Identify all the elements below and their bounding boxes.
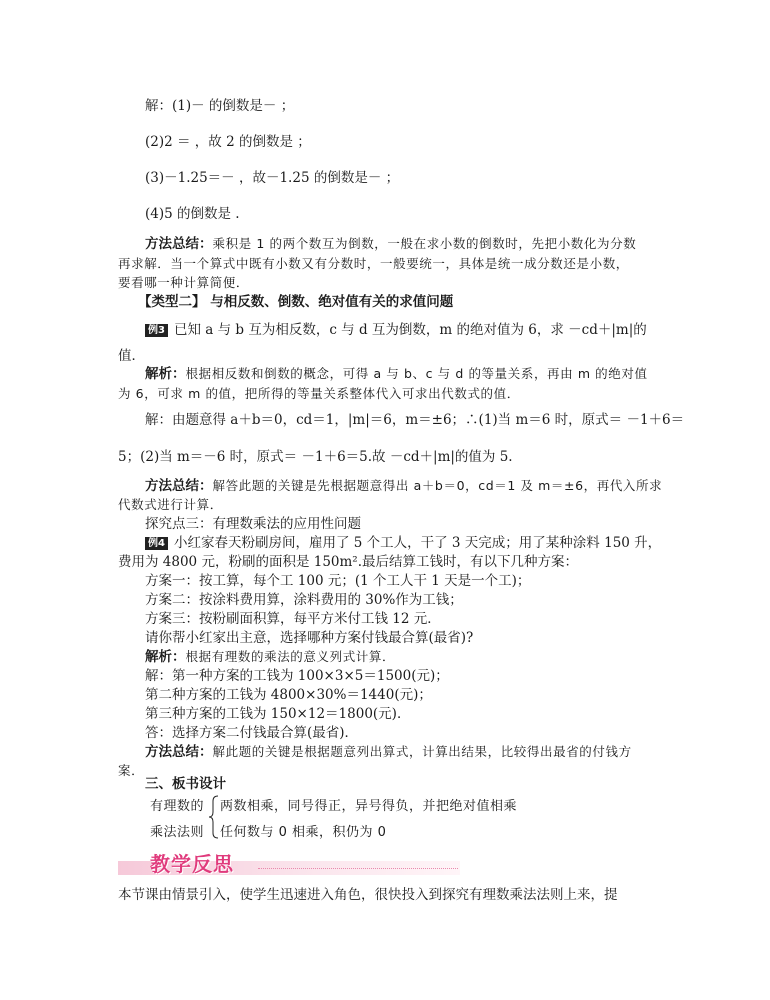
solution-3-line1: 解：由题意得 a＋b＝0，cd＝1，|m|＝6，m＝±6；∴(1)当 m＝6 时，原式＝ －1＋6＝ — [145, 412, 685, 428]
plan-three: 方案三：按粉刷面积算，每平方米付工钱 12 元． — [145, 611, 441, 627]
board-left-line1: 有理数的 — [150, 799, 205, 814]
solution-4-line3: 第三种方案的工钱为 150×12＝1800(元)． — [145, 706, 411, 722]
reflection-title: 教学反思 — [150, 852, 234, 876]
method-summary-1-line3: 要看哪一种计算简便． — [118, 275, 250, 290]
method-summary-2-line2: 代数式进行计算． — [118, 497, 223, 512]
example-4-text: 小红家春天粉刷房间，雇用了 5 个工人，干了 3 天完成；用了某种涂料 150 升， — [173, 535, 662, 551]
solution-line-1: 解：(1)－ 的倒数是－ ； — [145, 98, 295, 114]
analysis-3-text: 根据相反数和倒数的概念，可得 a 与 b、c 与 d 的等量关系，再由 m 的绝对值 — [185, 366, 648, 381]
method-summary-label: 方法总结： — [145, 236, 213, 252]
board-rule-1: 两数相乘，同号得正，异号得负，并把绝对值相乘 — [220, 799, 518, 814]
analysis-3-line2: 为 6，可求 m 的值，把所得的等量关系整体代入可求出代数式的值． — [118, 386, 520, 401]
method-summary-3-line2: 案． — [118, 763, 145, 778]
solution-line-2: (2)2 ＝ ，故 2 的倒数是 ； — [145, 134, 311, 150]
example-3-line2: 值． — [118, 348, 145, 364]
solution-4-answer: 答：选择方案二付钱最合算(最省)． — [145, 725, 359, 741]
example-4-line2: 费用为 4800 元，粉刷的面积是 150m².最后结算工钱时，有以下几种方案： — [118, 554, 579, 570]
solution-line-3: (3)－1.25＝－ ，故－1.25 的倒数是－ ； — [145, 170, 400, 186]
analysis-3 — [145, 364, 652, 384]
method-summary-text: 解答此题的关键是先根据题意得出 a＋b＝0，cd＝1 及 m＝±6，再代入所求 — [212, 478, 663, 493]
plan-two: 方案二：按涂料费用算，涂料费用的 30%作为工钱； — [145, 592, 463, 608]
question: 请你帮小红家出主意，选择哪种方案付钱最合算(最省)? — [145, 630, 474, 646]
method-summary-1 — [145, 234, 652, 254]
plan-one: 方案一：按工算，每个工 100 元；(1 个工人干 1 天是一个工)； — [145, 573, 531, 589]
example-3-tag: 例3 — [145, 324, 168, 337]
solution-line-4: (4)5 的倒数是 . — [145, 206, 240, 222]
board-left-line2: 乘法法则 — [150, 825, 205, 840]
method-summary-label: 方法总结： — [145, 744, 213, 760]
method-summary-text: 解此题的关键是根据题意列出算式，计算出结果，比较得出最省的付钱方 — [212, 744, 632, 759]
example-3 — [145, 320, 652, 340]
analysis-label: 解析： — [145, 366, 186, 382]
analysis-label: 解析： — [145, 649, 186, 665]
solution-4-line1: 解：第一种方案的工钱为 100×3×5＝1500(元)； — [145, 668, 449, 684]
example-3-text: 已知 a 与 b 互为相反数，c 与 d 互为倒数，m 的绝对值为 6，求 －cd＋|m|的 — [173, 322, 647, 338]
method-summary-2 — [145, 476, 663, 496]
method-summary-text: 乘积是 1 的两个数互为倒数，一般在求小数的倒数时，先把小数化为分数 — [212, 236, 637, 251]
brace-icon — [208, 795, 220, 839]
method-summary-1-line2: 再求解．当一个算式中既有小数又有分数时，一般要统一，具体是统一成分数还是小数， — [118, 256, 629, 271]
exploration-point-3: 探究点三：有理数乘法的应用性问题 — [145, 516, 361, 532]
solution-4-line2: 第二种方案的工钱为 4800×30%＝1440(元)； — [145, 687, 432, 703]
reflection-text: 本节课由情景引入，使学生迅速进入角色，很快投入到探究有理数乘法法则上来，提 — [118, 887, 618, 903]
analysis-4-text: 根据有理数的乘法的意义列式计算． — [185, 649, 396, 664]
section-board-design: 三、板书设计 — [145, 776, 226, 792]
example-4-tag: 例4 — [145, 537, 168, 550]
type-two-heading: 【类型二】 与相反数、倒数、绝对值有关的求值问题 — [138, 294, 454, 310]
reflection-divider — [258, 868, 458, 869]
solution-3-line2: 5；(2)当 m＝－6 时，原式＝ －1＋6＝5.故 －cd＋|m|的值为 5. — [118, 449, 513, 465]
example-4 — [145, 533, 662, 553]
method-summary-label: 方法总结： — [145, 478, 213, 494]
board-rule-2: 任何数与 0 相乘，积仍为 0 — [220, 825, 387, 840]
analysis-4 — [145, 647, 652, 667]
method-summary-3 — [145, 742, 652, 762]
